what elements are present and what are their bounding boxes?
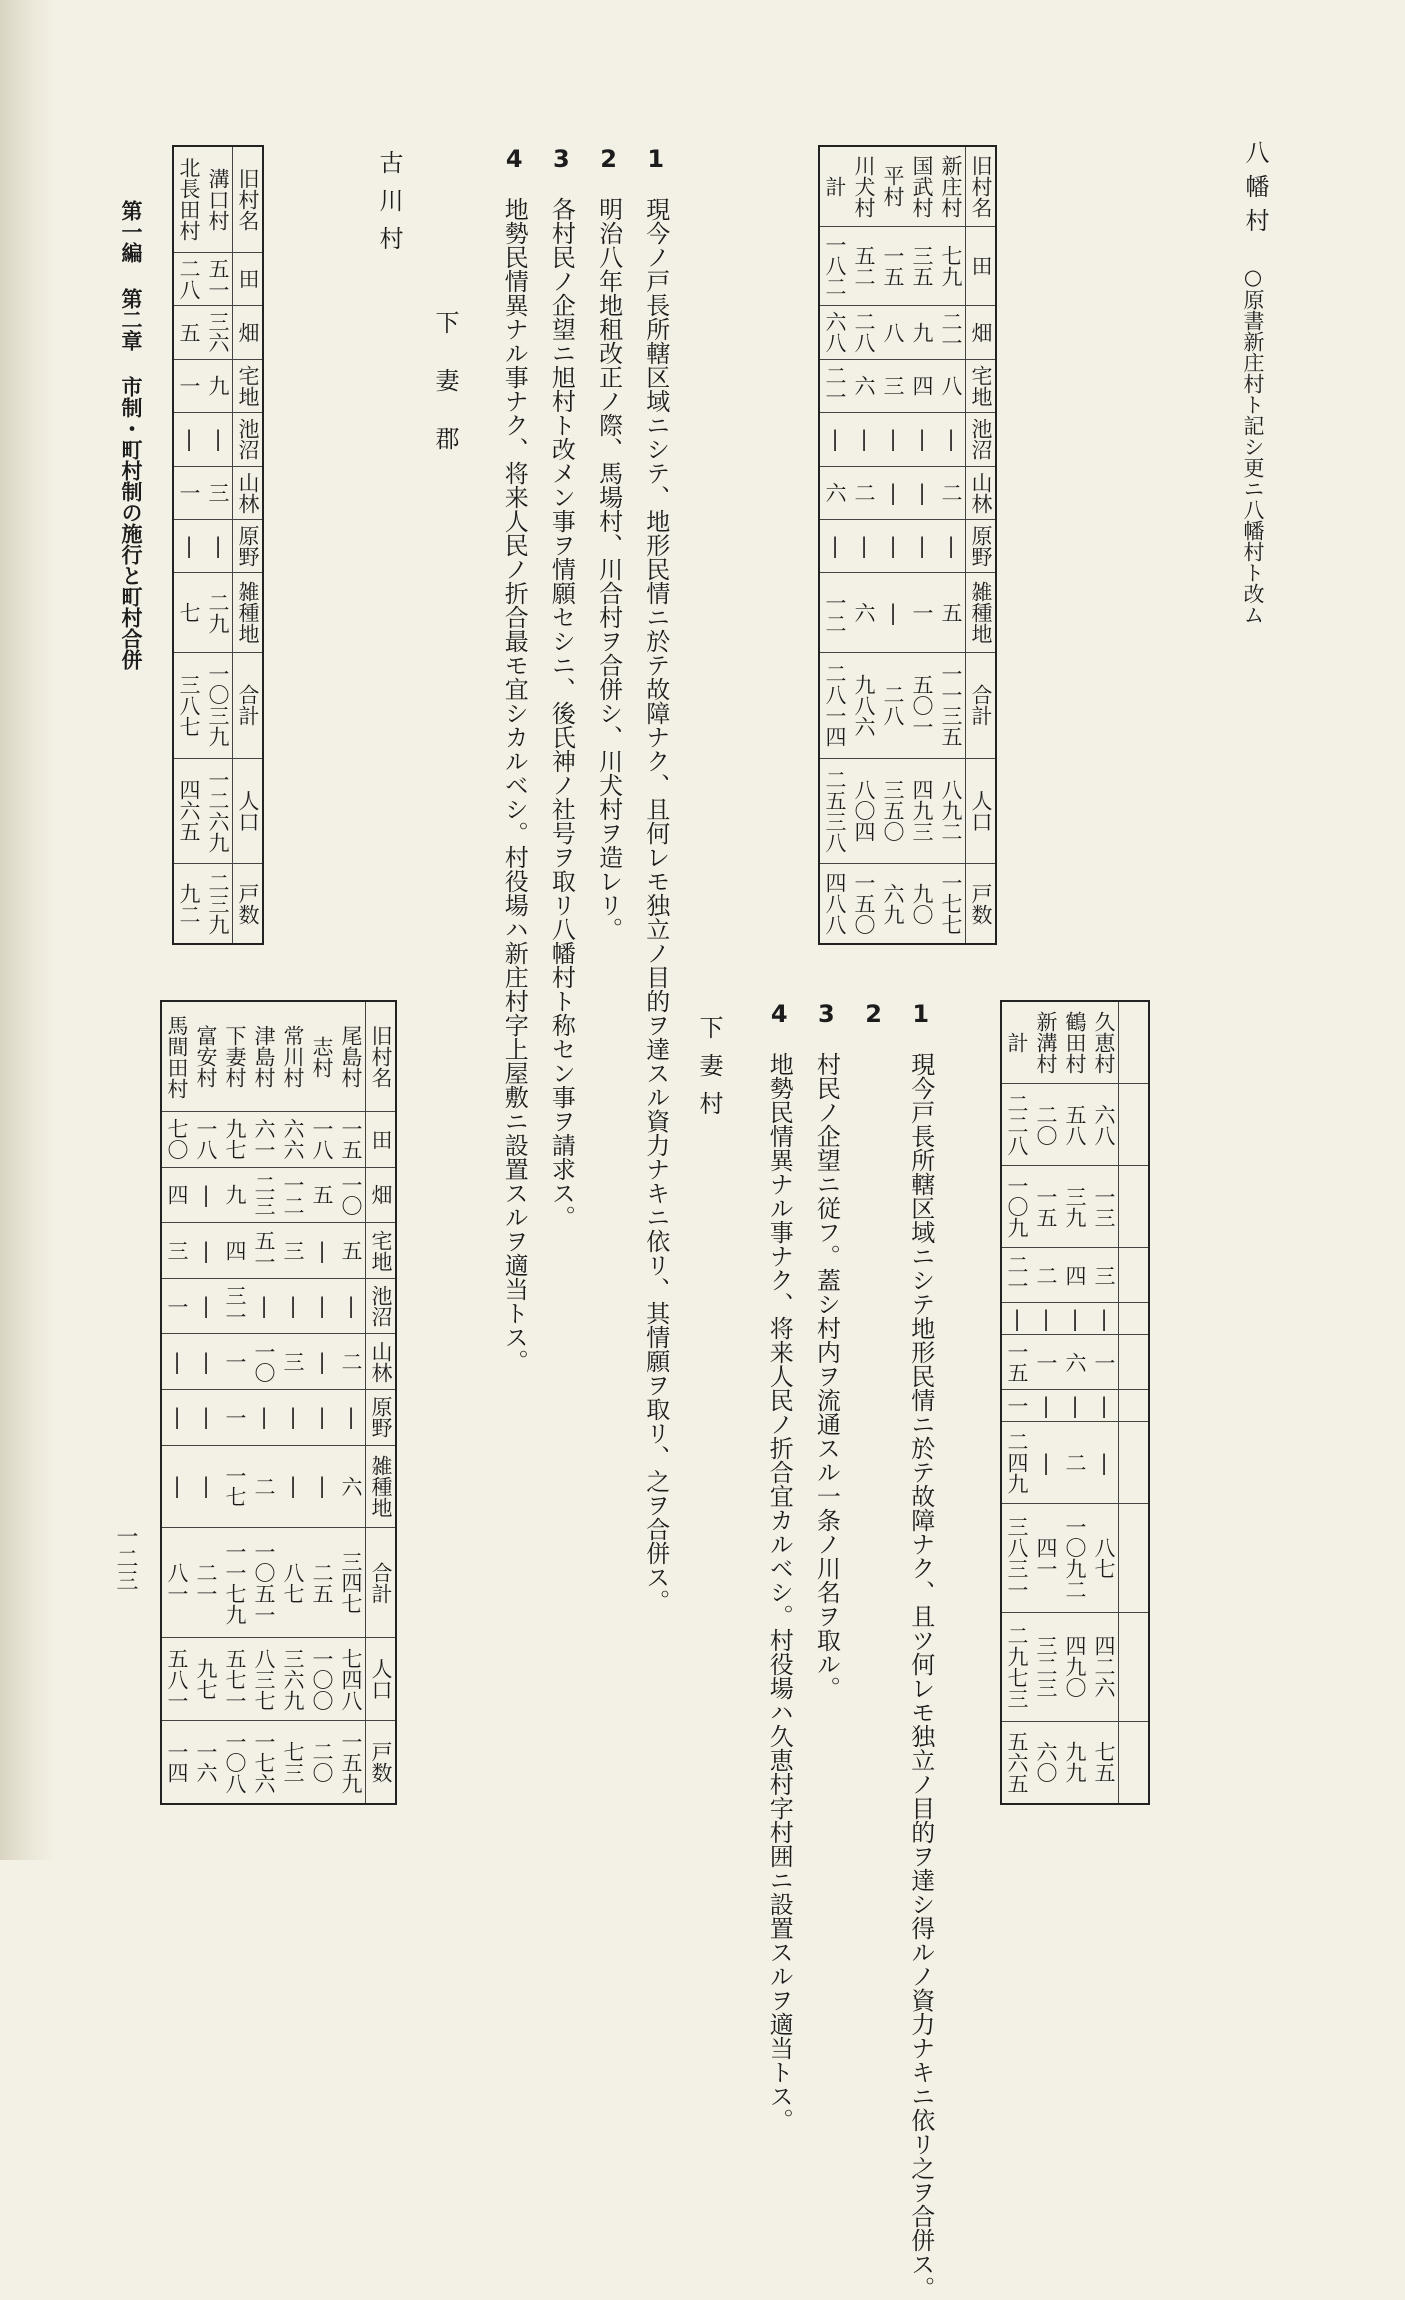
table-row [1031,1001,1060,1804]
cell: 三五〇 [878,758,907,864]
cell: 一 [1031,1335,1060,1390]
header-cell: 原野 [233,519,264,572]
village-name: 新溝村 [1031,1001,1060,1084]
cell: | [1001,1303,1031,1335]
cell: 四 [907,359,936,412]
table-row [220,1001,249,1804]
cell: 一〇 [249,1334,278,1390]
cell: | [161,1334,191,1390]
header-cell: 旧村名 [233,146,264,252]
header-cell: 畑 [366,1167,397,1223]
village-heading-shimotsuma: 下妻村 [695,1015,723,1129]
cell: 二 [336,1334,366,1390]
cell: 一 [907,573,936,653]
cell: 八七 [1089,1504,1119,1613]
cell: 一五九 [336,1721,366,1804]
cell: | [173,519,203,572]
cell: 一 [220,1334,249,1390]
cell: | [849,519,878,572]
cell: 九九 [1060,1721,1089,1804]
table-row [191,1001,220,1804]
notes-kue [750,1000,939,2300]
cell: | [878,466,907,519]
table-row [1060,1001,1089,1804]
note-number: 1 [906,1000,935,1028]
cell: | [878,519,907,572]
header-cell [1119,1084,1150,1166]
cell: 二三 [249,1167,278,1223]
cell: 六 [849,359,878,412]
cell: | [191,1278,220,1334]
cell: 九七 [220,1112,249,1168]
cell: | [1031,1390,1060,1422]
header-cell: 合計 [233,652,264,758]
cell: 八三七 [249,1638,278,1721]
note-item [589,145,626,945]
cell: 一五 [1001,1335,1031,1390]
cell: 二一 [819,359,849,412]
cell: 二九七三 [1001,1612,1031,1721]
header-cell: 池沼 [366,1278,397,1334]
district-heading: 下妻郡 [431,310,459,484]
table-kue [1000,1000,1150,1805]
cell: | [819,413,849,466]
cell: | [191,1167,220,1223]
cell: 一二六九 [203,758,233,864]
cell: 九 [203,359,233,412]
cell: | [249,1278,278,1334]
cell: | [819,519,849,572]
header-cell [1119,1335,1150,1390]
cell: 七九 [936,226,966,306]
village-name: 川犬村 [849,146,878,226]
cell: 三 [1089,1248,1119,1303]
village-name: 下妻村 [220,1001,249,1112]
cell: | [278,1278,307,1334]
table-row [307,1001,336,1804]
header-cell: 山林 [966,466,997,519]
table-row [907,146,936,944]
cell: | [203,519,233,572]
village-name: 北長田村 [173,146,203,252]
cell: 二 [1060,1422,1089,1504]
cell: 三九 [1060,1166,1089,1248]
note-number: 4 [500,145,529,173]
cell: 三六九 [278,1638,307,1721]
cell: 一八 [307,1112,336,1168]
cell: 三八三一 [1001,1504,1031,1613]
cell: 五 [336,1223,366,1279]
cell: 四 [161,1167,191,1223]
table-row [161,1001,191,1804]
cell: 二五三八 [819,758,849,864]
header-cell [1119,1721,1150,1804]
village-name: 馬間田村 [161,1001,191,1112]
header-cell: 戸数 [233,864,264,944]
cell: 一二 [819,573,849,653]
village-heading-furukawa: 古川村 [375,150,403,264]
cell: 一五 [336,1112,366,1168]
header-cell: 合計 [366,1528,397,1638]
cell: | [307,1445,336,1528]
note-text: 地勢民情異ナル事ナク、将来人民ノ折合最モ宜シカルベシ。村役場ハ新庄村字上屋敷ニ設置スルヲ適当トス。 [500,197,529,1373]
cell: 二四九 [1001,1422,1031,1504]
table-row [278,1001,307,1804]
page-number: 一二三 [113,1525,138,1591]
cell: 七三 [278,1721,307,1804]
cell: 二一 [191,1528,220,1638]
note-item [760,1000,797,2132]
header-cell: 原野 [366,1390,397,1446]
cell: 五 [173,306,203,359]
cell: 二 [249,1445,278,1528]
cell: 二九 [203,573,233,653]
cell: 一〇九 [1001,1166,1031,1248]
cell: 五〇一 [907,652,936,758]
cell: 二 [849,466,878,519]
cell: 二八 [173,252,203,305]
cell: 二八 [849,306,878,359]
note-item [902,1000,939,2300]
cell: | [849,413,878,466]
cell: 八一 [161,1528,191,1638]
cell: 二一 [1001,1248,1031,1303]
cell: 五二 [849,226,878,306]
header-cell: 池沼 [966,413,997,466]
cell: 二八一四 [819,652,849,758]
cell: 六〇 [1031,1721,1060,1804]
village-name: 国武村 [907,146,936,226]
cell: 一四 [161,1721,191,1804]
cell: 五六五 [1001,1721,1031,1804]
cell: 二三九 [203,864,233,944]
cell: 六一 [249,1112,278,1168]
header-cell: 原野 [966,519,997,572]
cell: 七 [173,573,203,653]
cell: | [878,573,907,653]
header-cell: 雑種地 [366,1445,397,1528]
table-shimotsuma [160,1000,397,1805]
header-cell: 合計 [966,652,997,758]
cell: 二二八 [1001,1084,1031,1166]
header-cell [1119,1166,1150,1248]
cell: 四九三 [907,758,936,864]
cell: 三 [161,1223,191,1279]
header-cell: 宅地 [966,359,997,412]
cell: 一五 [1031,1166,1060,1248]
cell: 一五〇 [849,864,878,944]
header-cell: 戸数 [366,1721,397,1804]
cell: 二〇 [307,1721,336,1804]
note-text: 現今ノ戸長所轄区域ニシテ、地形民情ニ於テ故障ナク、且何レモ独立ノ目的ヲ達スル資力ナキニ依リ、其情願ヲ取リ、之ヲ合併ス。 [641,197,670,1613]
note-number: 4 [765,1000,794,1028]
header-cell: 人口 [366,1638,397,1721]
table-row [173,146,203,944]
cell: 四 [1060,1248,1089,1303]
table-row [203,146,233,944]
village-name: 久恵村 [1089,1001,1119,1084]
book-binding-shadow [0,0,56,1860]
table-row [878,146,907,944]
table-row [936,146,966,944]
note-number: 2 [594,145,623,173]
header-cell: 戸数 [966,864,997,944]
cell: 一五 [878,226,907,306]
header-cell: 旧村名 [966,146,997,226]
cell: 一 [220,1390,249,1446]
table-row [849,146,878,944]
cell: 二八 [878,652,907,758]
cell: 八九二 [936,758,966,864]
cell: 一〇五一 [249,1528,278,1638]
village-name: 鶴田村 [1060,1001,1089,1084]
cell: | [307,1223,336,1279]
note-item [637,145,674,1613]
header-cell [1119,1303,1150,1335]
note-item [542,145,579,1229]
cell: | [336,1278,366,1334]
header-cell: 山林 [366,1334,397,1390]
cell: 一一三五 [936,652,966,758]
cell: | [307,1390,336,1446]
cell: 一七 [220,1445,249,1528]
cell: | [249,1390,278,1446]
note-number: 2 [859,1000,888,1028]
cell: 六 [336,1445,366,1528]
cell: 二五 [307,1528,336,1638]
table-furukawa [172,145,264,945]
cell: 一二 [278,1167,307,1223]
cell: | [173,413,203,466]
cell: | [307,1334,336,1390]
header-cell: 池沼 [233,413,264,466]
table-row-total [819,146,849,944]
cell: 一三 [1089,1166,1119,1248]
cell: 二〇 [1031,1084,1060,1166]
cell: 一七六 [249,1721,278,1804]
cell: 一〇九二 [1060,1504,1089,1613]
cell: 六六 [278,1112,307,1168]
cell: 五七一 [220,1638,249,1721]
cell: 三五 [907,226,936,306]
cell: | [907,413,936,466]
table-row [249,1001,278,1804]
cell: | [878,413,907,466]
note-item [495,145,532,1373]
note-text: 各村民ノ企望ニ旭村ト改メン事ヲ情願セシニ、後氏神ノ社号ヲ取リ八幡村ト称セン事ヲ請求ス。 [547,197,576,1229]
cell: 九七 [191,1638,220,1721]
cell: 六八 [819,306,849,359]
cell: 六 [849,573,878,653]
header-cell [1119,1248,1150,1303]
cell: | [1089,1390,1119,1422]
header-cell: 宅地 [366,1223,397,1279]
village-name: 津島村 [249,1001,278,1112]
cell: 九〇 [907,864,936,944]
cell: 七四八 [336,1638,366,1721]
cell: 一八 [191,1112,220,1168]
cell: | [936,519,966,572]
cell: 七五 [1089,1721,1119,1804]
cell: | [907,466,936,519]
cell: | [907,519,936,572]
village-name: 新庄村 [936,146,966,226]
cell: 一六 [191,1721,220,1804]
cell: 一 [161,1278,191,1334]
table-row-total [1001,1001,1031,1804]
cell: | [1060,1303,1089,1335]
cell: 六九 [878,864,907,944]
cell: | [191,1390,220,1446]
cell: | [191,1223,220,1279]
cell: 九八六 [849,652,878,758]
cell: 三 [278,1334,307,1390]
cell: 八 [936,359,966,412]
cell: 八 [878,306,907,359]
cell: 三二三 [1031,1612,1060,1721]
note-text: 地勢民情異ナル事ナク、将来人民ノ折合宜カルベシ。村役場ハ久恵村字村囲ニ設置スルヲ適当トス。 [765,1052,794,2132]
header-cell [1119,1422,1150,1504]
cell: 四六五 [173,758,203,864]
village-name: 志村 [307,1001,336,1112]
cell: 六八 [1089,1084,1119,1166]
cell: 五 [936,573,966,653]
cell: 八〇四 [849,758,878,864]
note-number: 1 [641,145,670,173]
cell: 七〇 [161,1112,191,1168]
cell: 九 [220,1167,249,1223]
table-row [1089,1001,1119,1804]
header-cell: 宅地 [233,359,264,412]
header-cell: 雑種地 [233,573,264,653]
header-cell: 田 [966,226,997,306]
village-name: 富安村 [191,1001,220,1112]
cell: | [191,1445,220,1528]
cell: 一一七九 [220,1528,249,1638]
header-cell: 旧村名 [366,1001,397,1112]
note-item [854,1000,891,1800]
header-cell [1119,1504,1150,1613]
header-cell: 田 [366,1112,397,1168]
cell: | [1089,1422,1119,1504]
cell: 三四七 [336,1528,366,1638]
header-cell: 人口 [966,758,997,864]
cell: 三 [278,1223,307,1279]
notes-yawata [485,145,674,1613]
cell: 五八 [1060,1084,1089,1166]
cell: | [1060,1390,1089,1422]
village-name: 溝口村 [203,146,233,252]
cell: 三 [878,359,907,412]
cell: 一 [173,466,203,519]
cell: 一八二 [819,226,849,306]
cell: 五八一 [161,1638,191,1721]
cell: 六 [819,466,849,519]
cell: | [191,1334,220,1390]
cell: 一 [173,359,203,412]
cell: 二一 [936,306,966,359]
cell: | [336,1390,366,1446]
cell: 五一 [249,1223,278,1279]
cell: | [161,1445,191,1528]
header-cell: 畑 [966,306,997,359]
cell: 三 [203,466,233,519]
cell: | [1089,1303,1119,1335]
cell: 一七七 [936,864,966,944]
note-number: 3 [547,145,576,173]
header-cell: 雑種地 [966,573,997,653]
cell: 一 [1001,1390,1031,1422]
note-item [807,1000,844,1800]
header-cell: 山林 [233,466,264,519]
cell: | [161,1390,191,1446]
header-cell [1119,1612,1150,1721]
table-yawata [818,145,997,945]
village-name: 計 [819,146,849,226]
cell: 九二 [173,864,203,944]
cell: 一〇 [336,1167,366,1223]
note-number: 3 [812,1000,841,1028]
village-name: 平村 [878,146,907,226]
note-text: 明治八年地租改正ノ際、馬場村、川合村ヲ合併シ、川犬村ヲ造レリ。 [594,197,623,941]
cell: | [307,1278,336,1334]
cell: | [1031,1422,1060,1504]
source-note: ○原書新庄村ト記シ更ニ八幡村ト改ム [1241,265,1265,625]
cell: 二 [936,466,966,519]
table-row [336,1001,366,1804]
header-cell: 畑 [233,306,264,359]
village-name: 常川村 [278,1001,307,1112]
cell: 三六 [203,306,233,359]
header-cell: 田 [233,252,264,305]
cell: 四八八 [819,864,849,944]
cell: 四一 [1031,1504,1060,1613]
cell: 一〇八 [220,1721,249,1804]
note-text: 現今戸長所轄区域ニシテ地形民情ニ於テ故障ナク、且ツ何レモ独立ノ目的ヲ達シ得ルノ資力ナキニ依リ之ヲ合併ス。 [906,1052,935,2300]
header-cell [1119,1390,1150,1422]
village-name: 計 [1001,1001,1031,1084]
cell: 二 [1031,1248,1060,1303]
cell: | [278,1390,307,1446]
header-cell [1119,1001,1150,1084]
cell: 一〇三九 [203,652,233,758]
cell: | [278,1445,307,1528]
cell: 九 [907,306,936,359]
village-heading-yawata: 八幡村 [1241,140,1269,242]
village-name: 尾島村 [336,1001,366,1112]
cell: | [936,413,966,466]
header-cell: 人口 [233,758,264,864]
cell: 五一 [203,252,233,305]
cell: 五 [307,1167,336,1223]
cell: 四 [220,1223,249,1279]
cell: 四九〇 [1060,1612,1089,1721]
cell: 四二六 [1089,1612,1119,1721]
cell: 八七 [278,1528,307,1638]
cell: 一〇〇 [307,1638,336,1721]
cell: 三一 [220,1278,249,1334]
note-text: 村民ノ企望ニ従フ。蓋シ村内ヲ流通スル一条ノ川名ヲ取ル。 [812,1052,841,1700]
cell: 六 [1060,1335,1089,1390]
running-head: 第一編 第二章 市制・町村制の施行と町村合併 [119,200,144,670]
cell: | [1031,1303,1060,1335]
cell: 一 [1089,1335,1119,1390]
cell: | [203,413,233,466]
cell: 三八七 [173,652,203,758]
